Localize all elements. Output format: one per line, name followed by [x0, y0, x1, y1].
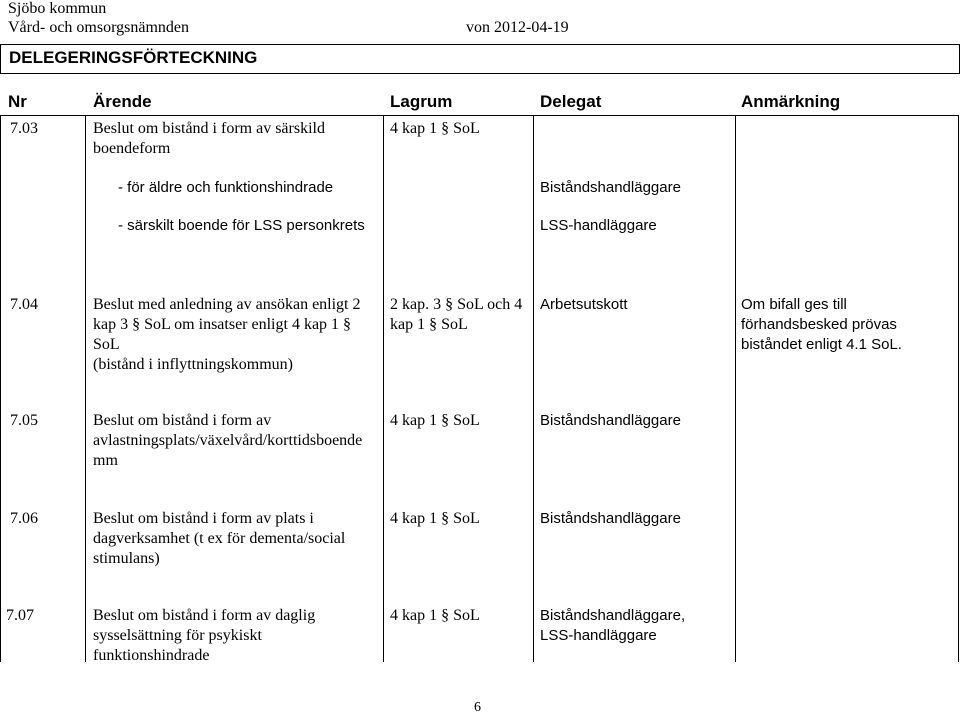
row-delegat-line: Biståndshandläggare, [540, 607, 686, 624]
column-divider [533, 115, 534, 662]
row-arende-line: stimulans) [93, 550, 160, 567]
row-arende-line: avlastningsplats/växelvård/korttidsboende [93, 432, 363, 449]
table-top-border [0, 115, 959, 116]
municipality-name: Sjöbo kommun [8, 0, 107, 17]
row-arende-line: boendeform [93, 140, 171, 157]
row-delegat-line: Biståndshandläggare [540, 412, 681, 429]
row-delegat-line: LSS-handläggare [540, 627, 657, 644]
document-title: DELEGERINGSFÖRTECKNING [9, 48, 258, 67]
row-arende-line: dagverksamhet (t ex för dementa/social [93, 530, 346, 547]
row-subitem-delegat: Biståndshandläggare [540, 179, 681, 196]
row-lagrum-line: 4 kap 1 § SoL [390, 120, 480, 137]
row-anmarkning-line: förhandsbesked prövas [741, 316, 897, 333]
title-box [0, 44, 960, 74]
row-lagrum-line: 4 kap 1 § SoL [390, 607, 480, 624]
row-arende-line: mm [93, 452, 118, 469]
row-nr: 7.04 [10, 296, 38, 313]
row-arende-line: Beslut om bistånd i form av daglig [93, 607, 316, 624]
column-header-delegat: Delegat [540, 92, 602, 111]
column-header-anmarkning: Anmärkning [741, 92, 841, 111]
row-nr: 7.03 [10, 120, 38, 137]
row-lagrum-line: 4 kap 1 § SoL [390, 412, 480, 429]
row-arende-line: sysselsättning för psykiskt [93, 627, 262, 644]
row-subitem: - särskilt boende för LSS personkrets [118, 217, 365, 234]
row-delegat-line: Arbetsutskott [540, 296, 628, 313]
row-nr: 7.05 [10, 412, 38, 429]
column-divider [735, 115, 736, 662]
column-divider [383, 115, 384, 662]
row-lagrum-line: 4 kap 1 § SoL [390, 510, 480, 527]
row-subitem-delegat: LSS-handläggare [540, 217, 657, 234]
row-arende-line: SoL [93, 336, 120, 353]
column-header-nr: Nr [8, 92, 27, 111]
page-number: 6 [474, 700, 481, 715]
row-arende-line: (bistånd i inflyttningskommun) [93, 356, 293, 373]
row-anmarkning-line: biståndet enligt 4.1 SoL. [741, 336, 902, 353]
column-header-lagrum: Lagrum [390, 92, 453, 111]
row-anmarkning-line: Om bifall ges till [741, 296, 847, 313]
row-arende-line: Beslut med anledning av ansökan enligt 2 [93, 296, 361, 313]
column-header-arende: Ärende [93, 92, 152, 111]
row-lagrum-line: kap 1 § SoL [390, 316, 468, 333]
row-nr: 7.06 [10, 510, 38, 527]
table-header [0, 92, 958, 116]
document-date: von 2012-04-19 [466, 19, 569, 36]
row-arende-line: Beslut om bistånd i form av särskild [93, 120, 325, 137]
row-lagrum-line: 2 kap. 3 § SoL och 4 [390, 296, 523, 313]
column-divider [85, 115, 86, 662]
board-name: Vård- och omsorgsnämnden [8, 19, 189, 36]
row-arende-line: funktionshindrade [93, 647, 210, 664]
row-subitem: - för äldre och funktionshindrade [118, 179, 334, 196]
row-arende-line: Beslut om bistånd i form av plats i [93, 510, 314, 527]
row-arende-line: kap 3 § SoL om insatser enligt 4 kap 1 § [93, 316, 352, 333]
row-arende-line: Beslut om bistånd i form av [93, 412, 272, 429]
row-nr: 7.07 [6, 607, 34, 624]
row-delegat-line: Biståndshandläggare [540, 510, 681, 527]
table-left-border [0, 115, 1, 662]
table-right-border [958, 115, 959, 662]
